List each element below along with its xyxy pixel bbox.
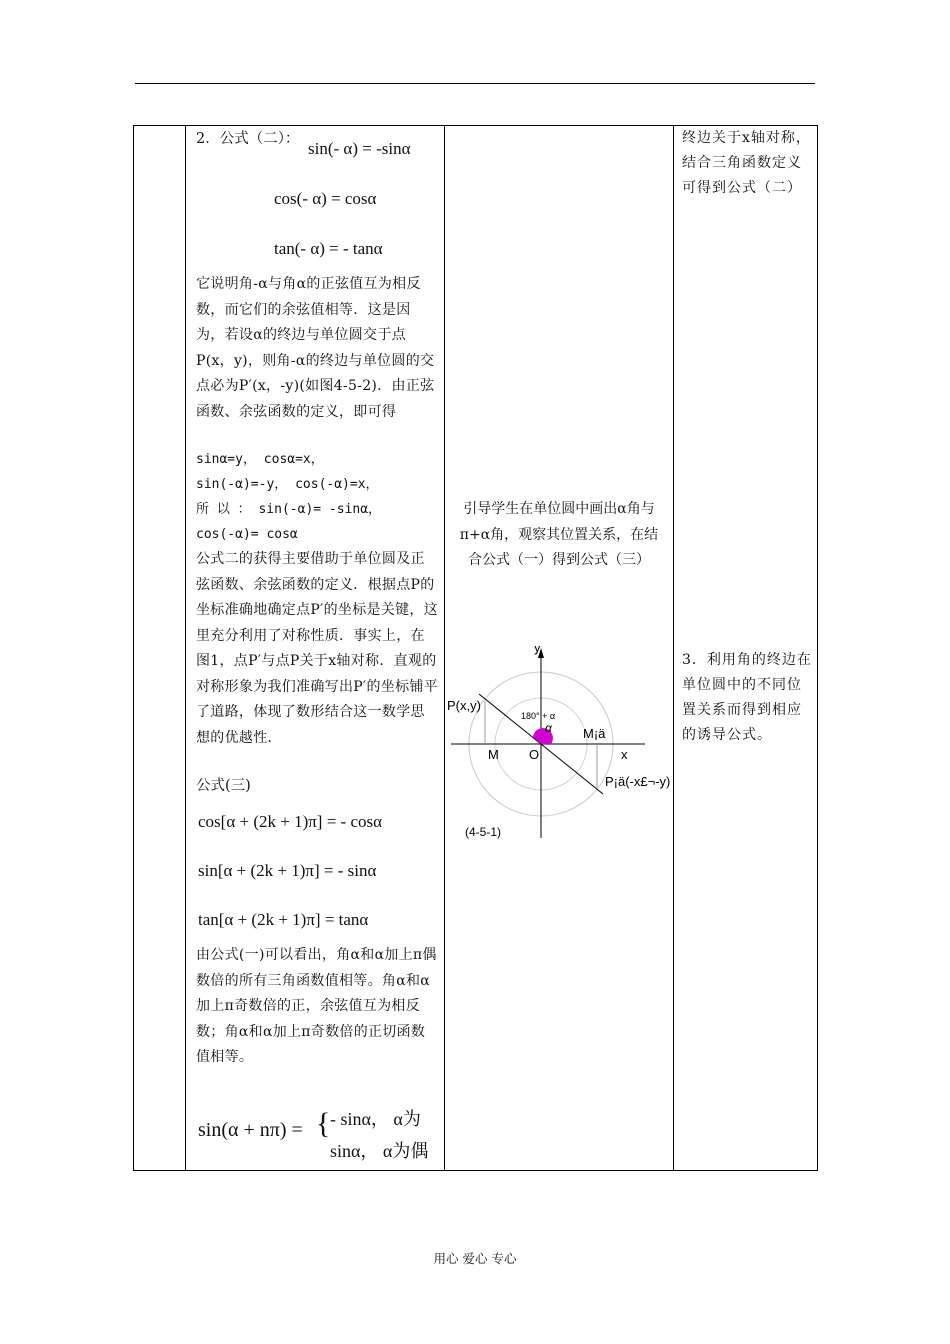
- guidance-text: 引导学生在单位圆中画出α角与π+α角，观察其位置关系，在结合公式（一）得到公式（三）: [459, 501, 659, 568]
- unit-circle-figure: [445, 646, 673, 846]
- m-prime-label: M¡ä: [583, 726, 606, 741]
- equation-line-3: 所 以 ： sin(-α)= -sinα，: [196, 502, 382, 517]
- explanation-paragraph-2: 公式二的获得主要借助于单位圆及正弦函数、余弦函数的定义．根据点P的坐标准确地确定点P′的坐标是关键，这里充分利用了对称性质．事实上，在图1，点P′与点P关于x轴对称．直观的对称形象为我们准确写出P′的坐标铺平了道路，体现了数形结合这一数学思想的优越性．: [196, 551, 438, 746]
- formula-three-heading: 公式(三): [196, 778, 251, 794]
- formula-tan-neg: tan(- α) = - tanα: [274, 239, 383, 258]
- header-rule: [135, 83, 815, 84]
- formula-sin-neg: sin(- α) = -sinα: [308, 139, 411, 158]
- guidance-column: [445, 126, 674, 1171]
- origin-label: O: [529, 747, 540, 762]
- x-label: x: [621, 747, 628, 762]
- equation-line-2: sin(-α)=-y， cos(-α)=x，: [196, 477, 379, 492]
- piecewise-brace: {: [316, 1107, 331, 1140]
- lesson-table: [133, 125, 818, 1171]
- page-footer: 用心 爱心 专心: [433, 1251, 517, 1266]
- piecewise-case-odd: - sinα， α为: [330, 1109, 421, 1129]
- formula-cos-odd: cos[α + (2k + 1)π] = - cosα: [198, 812, 383, 831]
- formula-two-heading: 2．公式（二）：: [196, 131, 300, 147]
- piecewise-lhs: sin(α + nπ) =: [198, 1119, 303, 1141]
- note-symmetry: 终边关于x轴对称，结合三角函数定义可得到公式（二）: [682, 130, 811, 196]
- alpha-label: α: [545, 721, 552, 735]
- piecewise-case-even: sinα， α为偶: [330, 1141, 429, 1161]
- notes-column: [674, 126, 818, 1171]
- empty-column: [134, 126, 186, 1171]
- explanation-paragraph-3: 由公式(一)可以看出，角α和α加上π偶数倍的所有三角函数值相等。角α和α加上π奇数倍的正，余弦值互为相反数；角α和α加上π奇数倍的正切函数值相等。: [196, 947, 437, 1065]
- y-label: y: [534, 646, 541, 655]
- content-column: [186, 126, 445, 1171]
- p-prime-label: P¡ä(-x£¬-y): [605, 774, 671, 789]
- angle-label: 180° + α: [521, 711, 556, 721]
- formula-cos-neg: cos(- α) = cosα: [274, 189, 377, 208]
- p-label: P(x,y): [447, 698, 481, 713]
- equation-line-4: cos(-α)= cosα: [196, 527, 298, 542]
- formula-sin-odd: sin[α + (2k + 1)π] = - sinα: [198, 861, 377, 880]
- formula-tan-odd: tan[α + (2k + 1)π] = tanα: [198, 910, 369, 929]
- figure-caption: (4-5-1): [465, 825, 502, 839]
- note-induction: 3．利用角的终边在单位圆中的不同位置关系而得到相应的诱导公式。: [682, 652, 812, 743]
- m-label: M: [488, 747, 499, 762]
- equation-line-1: sinα=y， cosα=x，: [196, 452, 324, 467]
- explanation-paragraph-1: 它说明角-α与角α的正弦值互为相反数，而它们的余弦值相等．这是因为，若设α的终边与单位圆交于点P(x，y)，则角-α的终边与单位圆的交点必为P′(x，-y)(如图4-5-2)．由正弦函数、余弦函数的定义，即可得: [196, 276, 435, 420]
